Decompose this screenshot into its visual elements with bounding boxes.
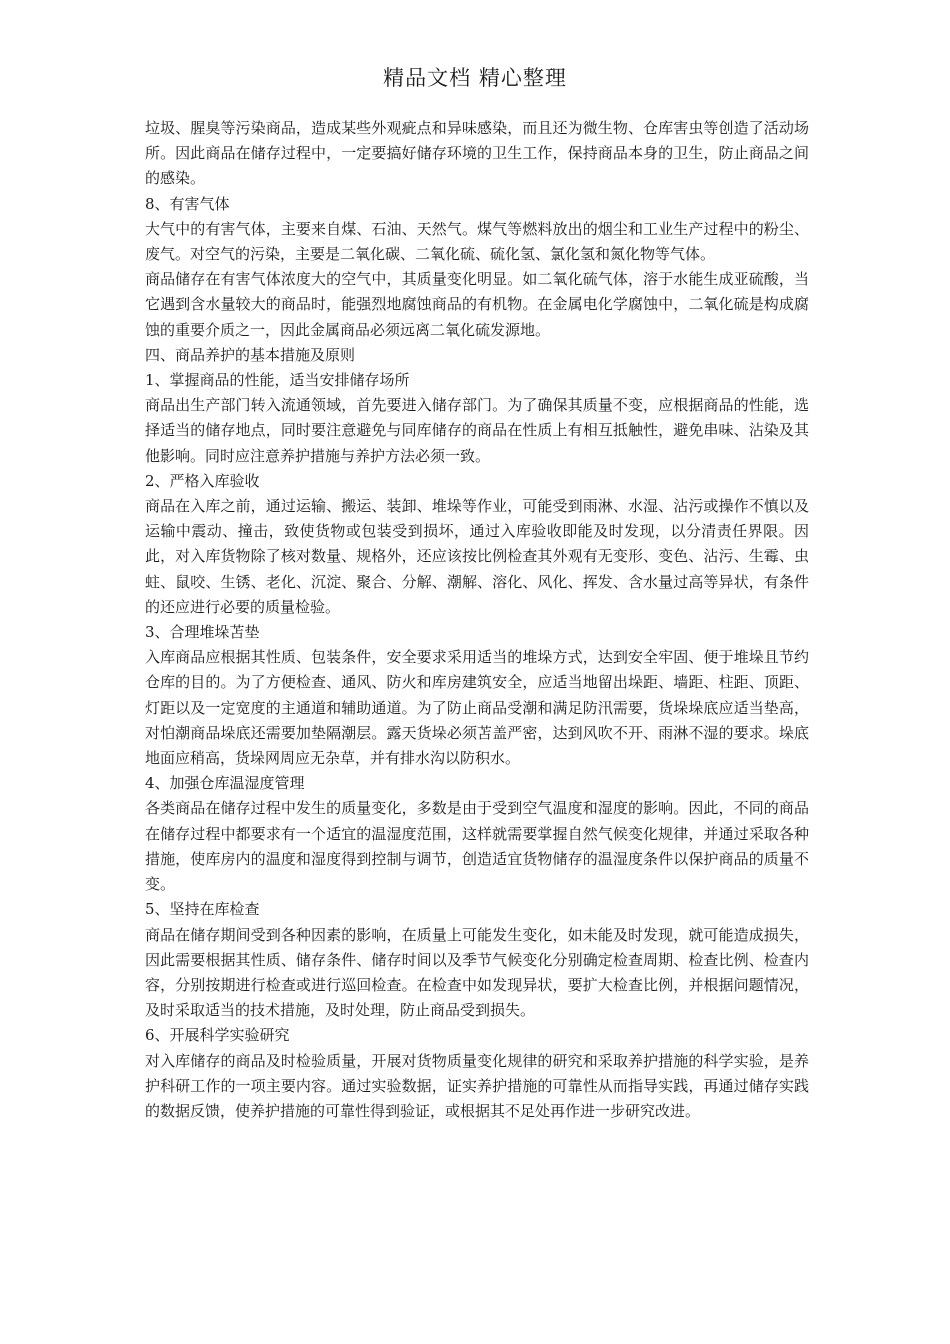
paragraph: 大气中的有害气体，主要来自煤、石油、天然气。煤气等燃料放出的烟尘和工业生产过程中的粉尘、废气。对空气的污染，主要是二氧化碳、二氧化硫、硫化氢、氯化氢和氮化物等气体。: [145, 219, 809, 264]
section-heading: 4、加强仓库温湿度管理: [145, 774, 305, 793]
section-heading: 8、有害气体: [145, 194, 230, 213]
section-heading: 5、坚持在库检查: [145, 900, 260, 919]
chapter-heading: 四、商品养护的基本措施及原则: [145, 345, 356, 364]
paragraph: 各类商品在储存过程中发生的质量变化，多数是由于受到空气温度和湿度的影响。因此，不同的商品在储存过程中都要求有一个适宜的温湿度范围，这样就需要掌握自然气候变化规律，并通过采取各种措施，使库房内的温度和湿度得到控制与调节，创造适宜货物储存的温湿度条件以保护商品的质量不变。: [145, 799, 809, 894]
section-heading: 2、严格入库验收: [145, 471, 260, 490]
paragraph: 对入库储存的商品及时检验质量，开展对货物质量变化规律的研究和采取养护措施的科学实验，是养护科研工作的一项主要内容。通过实验数据，证实养护措施的可靠性从而指导实践，再通过储存实践的数据反馈，使养护措施的可靠性得到验证，或根据其不足处再作进一步研究改进。: [145, 1051, 809, 1120]
paragraph: 商品在储存期间受到各种因素的影响，在质量上可能发生变化，如未能及时发现，就可能造成损失，因此需要根据其性质、储存条件、储存时间以及季节气候变化分别确定检查周期、检查比例、检查内容，分别按期进行检查或进行巡回检查。在检查中如发现异状，要扩大检查比例，并根据问题情况，及时采取适当的技术措施，及时处理，防止商品受到损失。: [145, 925, 809, 1020]
section-heading: 1、掌握商品的性能，适当安排储存场所: [145, 371, 410, 390]
document-body: [145, 116, 809, 1124]
section-heading: 3、合理堆垛苫垫: [145, 623, 260, 642]
paragraph: 商品出生产部门转入流通领域，首先要进入储存部门。为了确保其质量不变，应根据商品的性能，选择适当的储存地点，同时要注意避免与同库储存的商品在性质上有相互抵触性，避免串味、沾染及其他影响。同时应注意养护措施与养护方法必须一致。: [145, 396, 809, 465]
paragraph: 商品储存在有害气体浓度大的空气中，其质量变化明显。如二氧化硫气体，溶于水能生成亚硫酸，当它遇到含水量较大的商品时，能强烈地腐蚀商品的有机物。在金属电化学腐蚀中，二氧化硫是构成腐蚀的重要介质之一，因此金属商品必须远离二氧化硫发源地。: [145, 270, 809, 339]
paragraph: 垃圾、腥臭等污染商品，造成某些外观疵点和异味感染，而且还为微生物、仓库害虫等创造了活动场所。因此商品在储存过程中，一定要搞好储存环境的卫生工作，保持商品本身的卫生，防止商品之间的感染。: [145, 119, 809, 188]
paragraph: 入库商品应根据其性质、包装条件，安全要求采用适当的堆垛方式，达到安全牢固、便于堆垛且节约仓库的目的。为了方便检查、通风、防火和库房建筑安全，应适当地留出垛距、墙距、柱距、顶距、灯距以及一定宽度的主通道和辅助通道。为了防止商品受潮和满足防汛需要，货垛垛底应适当垫高，对怕潮商品垛底还需要加垫隔潮层。露天货垛必须苫盖严密，达到风吹不开、雨淋不湿的要求。垛底地面应稍高，货垛网周应无杂草，并有排水沟以防积水。: [145, 648, 809, 768]
paragraph: 商品在入库之前，通过运输、搬运、装卸、堆垛等作业，可能受到雨淋、水湿、沾污或操作不慎以及运输中震动、撞击，致使货物或包装受到损坏，通过入库验收即能及时发现，以分清责任界限。因此，对入库货物除了核对数量、规格外，还应该按比例检查其外观有无变形、变色、沾污、生霉、虫蛀、鼠咬、生锈、老化、沉淀、聚合、分解、潮解、溶化、风化、挥发、含水量过高等异状，有条件的还应进行必要的质量检验。: [145, 497, 809, 616]
page-header-title: 精品文档 精心整理: [383, 66, 567, 90]
section-heading: 6、开展科学实验研究: [145, 1026, 290, 1045]
